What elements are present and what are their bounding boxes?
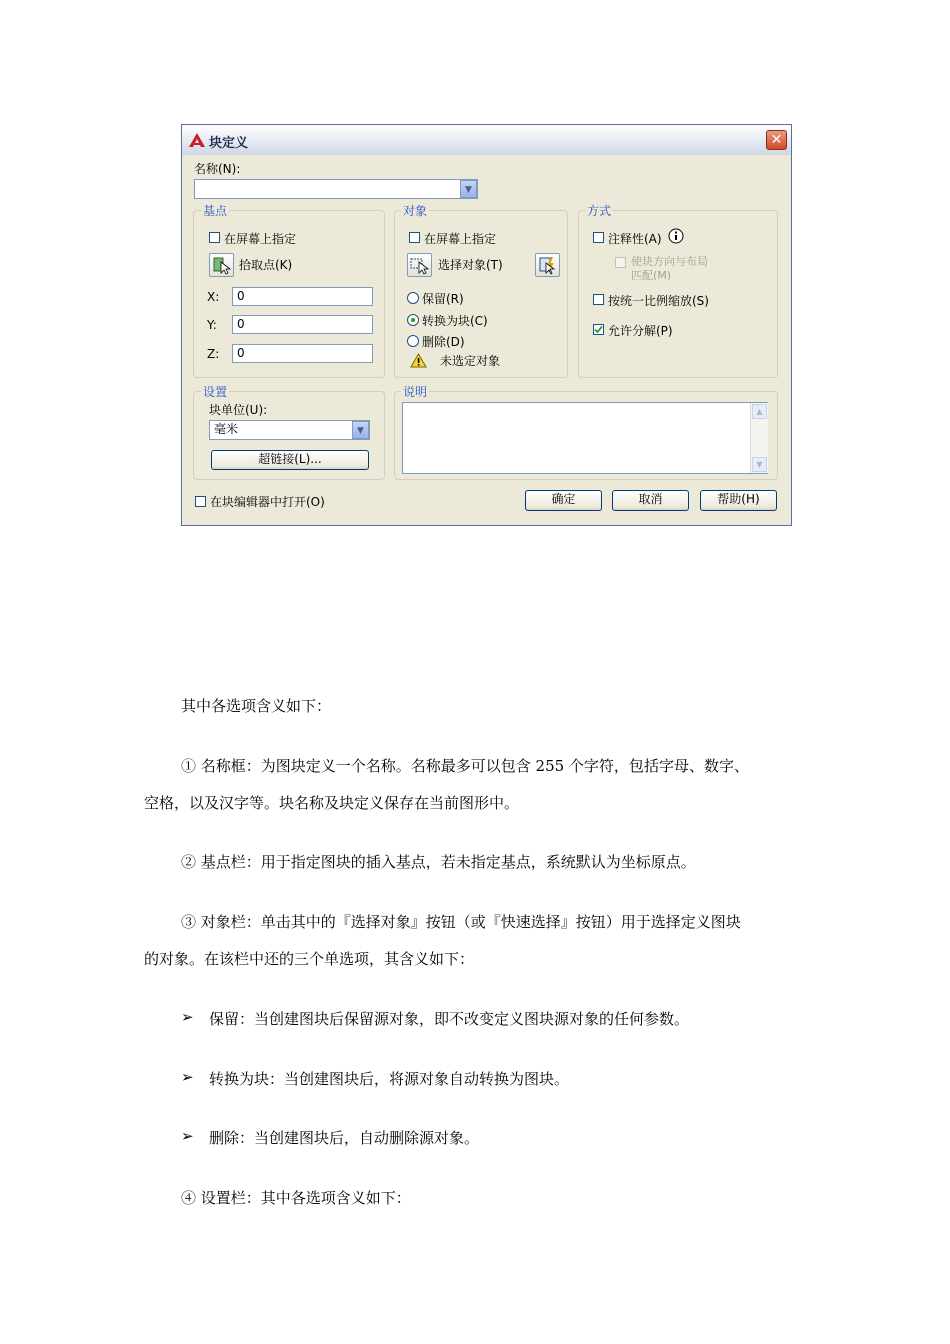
chevron-down-icon[interactable]: ▼ bbox=[352, 421, 369, 439]
intro-text: 其中各选项含义如下： bbox=[181, 697, 332, 715]
objects-specify-on-screen-checkbox[interactable] bbox=[409, 232, 420, 243]
block-definition-dialog bbox=[181, 124, 792, 526]
quick-select-button[interactable] bbox=[535, 253, 560, 277]
bullet3-text: 删除：当创建图块后，自动删除源对象。 bbox=[209, 1129, 480, 1147]
annotative-checkbox[interactable] bbox=[593, 232, 604, 243]
bullet-arrow-icon: ➢ bbox=[181, 1068, 194, 1086]
block-unit-select[interactable] bbox=[209, 420, 370, 440]
base-specify-on-screen-label: 在屏幕上指定 bbox=[224, 232, 297, 246]
x-label: X: bbox=[207, 290, 220, 304]
block-unit-value: 毫米 bbox=[214, 422, 239, 436]
dialog-title: 块定义 bbox=[209, 136, 249, 151]
description-title: 说明 bbox=[403, 385, 428, 399]
item4-text: ④ 设置栏：其中各选项含义如下： bbox=[181, 1189, 411, 1207]
hyperlink-button[interactable]: 超链接(L)... bbox=[211, 450, 369, 470]
allow-exploding-checkbox[interactable] bbox=[593, 324, 604, 335]
delete-radio[interactable] bbox=[407, 335, 419, 347]
open-in-editor-label: 在块编辑器中打开(O) bbox=[210, 495, 325, 509]
warning-icon bbox=[410, 353, 427, 368]
name-combobox[interactable] bbox=[194, 179, 478, 199]
quick-select-icon bbox=[536, 254, 559, 276]
bullet-arrow-icon: ➢ bbox=[181, 1127, 194, 1145]
match-orientation-checkbox[interactable] bbox=[615, 257, 626, 268]
scale-uniformly-checkbox[interactable] bbox=[593, 294, 604, 305]
pick-point-label: 拾取点(K) bbox=[239, 258, 293, 272]
match-orientation-label-2: 匹配(M) bbox=[631, 269, 672, 282]
description-scrollbar[interactable] bbox=[750, 403, 768, 473]
scroll-up-icon[interactable]: ▲ bbox=[752, 404, 767, 419]
item3-line1: ③ 对象栏：单击其中的『选择对象』按钮（或『快速选择』按钮）用于选择定义图块 bbox=[181, 913, 741, 931]
scroll-down-icon[interactable]: ▼ bbox=[752, 457, 767, 472]
name-label: 名称(N): bbox=[194, 162, 241, 176]
help-button[interactable]: 帮助(H) bbox=[700, 490, 777, 511]
autocad-logo-icon bbox=[188, 132, 206, 148]
item3-line2: 的对象。在该栏中还的三个单选项，其含义如下： bbox=[144, 950, 475, 968]
close-button[interactable]: ✕ bbox=[766, 130, 787, 150]
cancel-button[interactable]: 取消 bbox=[612, 490, 689, 511]
ok-button[interactable]: 确定 bbox=[525, 490, 602, 511]
item1-line1: ① 名称框：为图块定义一个名称。名称最多可以包含 255 个字符，包括字母、数字、 bbox=[181, 757, 749, 775]
checkmark-icon bbox=[594, 325, 603, 334]
behavior-title: 方式 bbox=[587, 204, 612, 218]
convert-to-block-radio[interactable] bbox=[407, 314, 419, 326]
match-orientation-label-1: 使块方向与布局 bbox=[631, 255, 708, 268]
objects-specify-on-screen-label: 在屏幕上指定 bbox=[424, 232, 497, 246]
bullet1-text: 保留：当创建图块后保留源对象，即不改变定义图块源对象的任何参数。 bbox=[209, 1010, 690, 1028]
base-specify-on-screen-checkbox[interactable] bbox=[209, 232, 220, 243]
z-label: Z: bbox=[207, 347, 220, 361]
base-point-title: 基点 bbox=[203, 204, 228, 218]
objects-title: 对象 bbox=[403, 204, 428, 218]
item2-text: ② 基点栏：用于指定图块的插入基点，若未指定基点，系统默认为坐标原点。 bbox=[181, 853, 696, 871]
retain-label: 保留(R) bbox=[422, 292, 464, 306]
title-bar[interactable] bbox=[182, 125, 791, 155]
retain-radio[interactable] bbox=[407, 292, 419, 304]
pick-point-icon bbox=[210, 254, 233, 276]
x-input[interactable]: 0 bbox=[232, 287, 373, 306]
select-objects-button[interactable] bbox=[407, 253, 432, 277]
settings-title: 设置 bbox=[203, 385, 228, 399]
open-in-editor-checkbox[interactable] bbox=[195, 496, 206, 507]
allow-exploding-label: 允许分解(P) bbox=[608, 324, 673, 338]
select-objects-label: 选择对象(T) bbox=[438, 258, 503, 272]
annotative-label: 注释性(A) bbox=[608, 232, 662, 246]
pick-point-button[interactable] bbox=[209, 253, 234, 277]
select-objects-icon bbox=[408, 254, 431, 276]
item1-line2: 空格，以及汉字等。块名称及块定义保存在当前图形中。 bbox=[144, 794, 520, 812]
block-unit-label: 块单位(U): bbox=[209, 403, 268, 417]
y-label: Y: bbox=[207, 318, 217, 332]
z-input[interactable]: 0 bbox=[232, 344, 373, 363]
scale-uniformly-label: 按统一比例缩放(S) bbox=[608, 294, 709, 308]
description-textarea[interactable] bbox=[402, 402, 768, 474]
delete-label: 删除(D) bbox=[422, 335, 465, 349]
convert-to-block-label: 转换为块(C) bbox=[422, 314, 488, 328]
no-selection-text: 未选定对象 bbox=[440, 354, 501, 368]
y-input[interactable]: 0 bbox=[232, 315, 373, 334]
bullet-arrow-icon: ➢ bbox=[181, 1008, 194, 1026]
info-icon[interactable] bbox=[668, 228, 684, 244]
bullet2-text: 转换为块：当创建图块后，将源对象自动转换为图块。 bbox=[209, 1070, 570, 1088]
chevron-down-icon[interactable]: ▼ bbox=[460, 180, 477, 198]
